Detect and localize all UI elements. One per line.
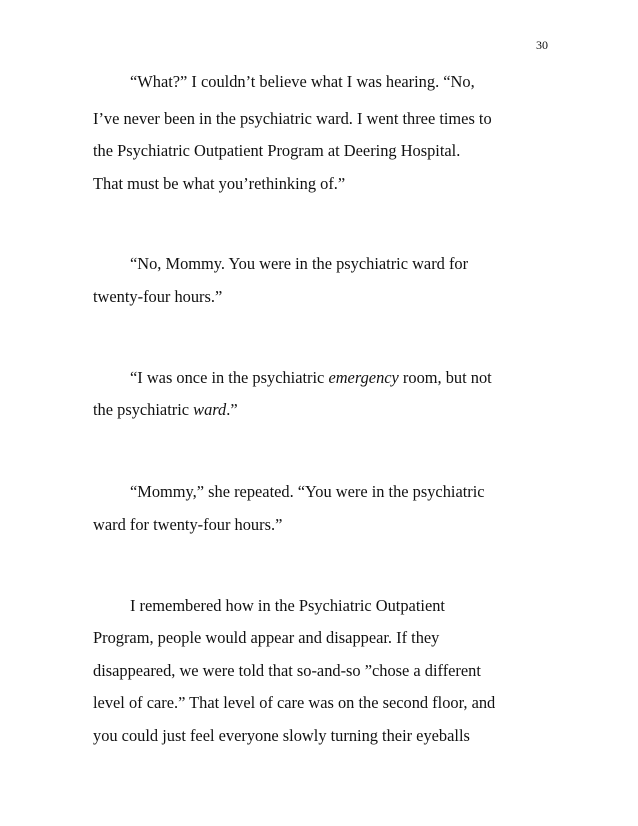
paragraph-1-line-3: the Psychiatric Outpatient Program at Deering Hospital.: [93, 141, 461, 160]
paragraph-5-line-5: you could just feel everyone slowly turning their eyeballs: [93, 726, 470, 745]
paragraph-3-line-2: [93, 400, 238, 420]
paragraph-3-line-1-text-b: room, but not: [398, 368, 492, 387]
paragraph-5-line-3: disappeared, we were told that so-and-so ”chose a different: [93, 661, 481, 680]
paragraph-5-line-4: level of care.” That level of care was on the second floor, and: [93, 693, 496, 712]
paragraph-1-line-4: That must be what you’rethinking of.”: [93, 174, 346, 193]
paragraph-2-line-2: twenty-four hours.”: [93, 287, 223, 306]
paragraph-3-line-1: [130, 368, 492, 388]
paragraph-2-line-1: “No, Mommy. You were in the psychiatric ward for: [130, 254, 469, 273]
paragraph-3-line-2-text-a: the psychiatric: [93, 400, 194, 419]
paragraph-5-line-2: Program, people would appear and disappear. If they: [93, 628, 440, 647]
paragraph-3-line-2-text-b: .”: [226, 400, 238, 419]
paragraph-3-line-1-emphasis: emergency: [328, 368, 399, 387]
paragraph-3-line-2-emphasis: ward: [193, 400, 227, 419]
paragraph-3-line-1-text-a: “I was once in the psychiatric: [130, 368, 329, 387]
paragraph-1-line-2: I’ve never been in the psychiatric ward. I went three times to: [93, 109, 492, 128]
paragraph-4-line-2: ward for twenty-four hours.”: [93, 515, 283, 534]
page-number: 30: [536, 38, 548, 52]
paragraph-1-line-1: “What?” I couldn’t believe what I was hearing. “No,: [130, 72, 475, 91]
paragraph-4-line-1: “Mommy,” she repeated. “You were in the psychiatric: [130, 482, 485, 501]
paragraph-5-line-1: I remembered how in the Psychiatric Outpatient: [130, 596, 445, 615]
